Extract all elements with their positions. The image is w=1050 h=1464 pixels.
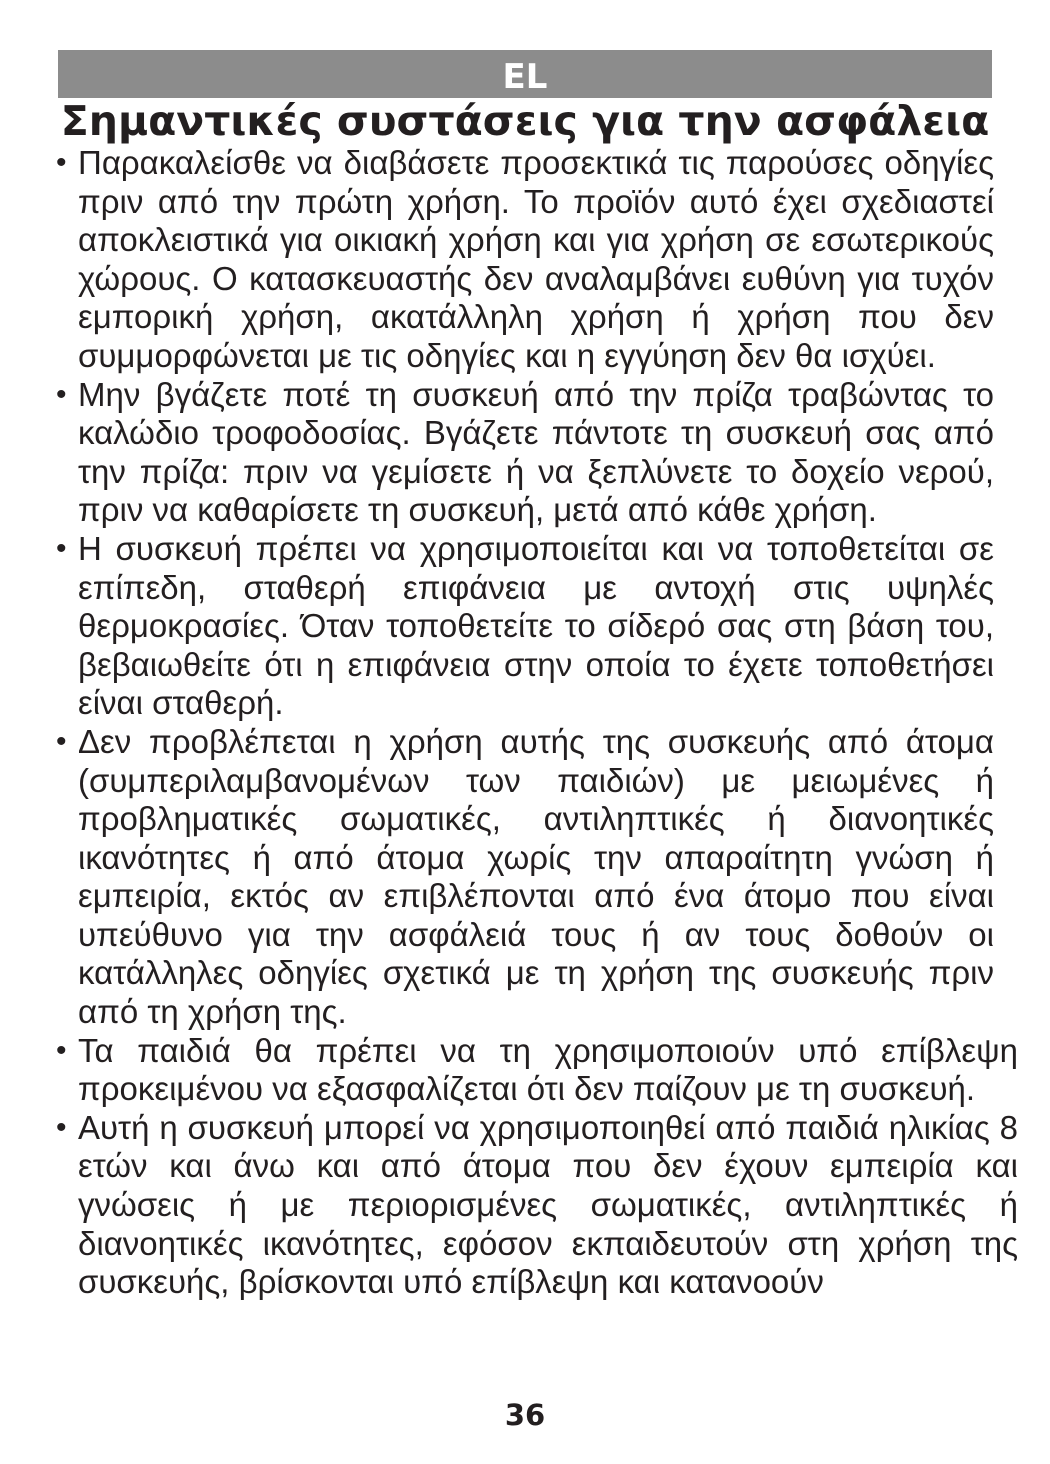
bullet-icon: • [56, 377, 67, 411]
list-item [0, 723, 994, 1032]
list-item [0, 144, 994, 376]
list-item-text: Αυτή η συσκευή μπορεί να χρησιμοποιηθεί από παιδιά ηλικίας 8 ετών και άνω και από άτομα που δεν έχουν εμπειρία και γνώσεις ή με περιορισμένες σωματικές, αντιληπτικές ή διανοητικές ικανότητες, εφόσον εκπαιδευτούν στη χρήση της συσκευής, βρίσκονται υπό επίβλεψη και κατανοούν [78, 1108, 1018, 1301]
bullet-icon: • [56, 1033, 67, 1067]
list-item-text: Η συσκευή πρέπει να χρησιμοποιείται και να τοποθετείται σε επίπεδη, σταθερή επιφάνεια με αντοχή στις υψηλές θερμοκρασίες. Όταν τοποθετείτε το σίδερό σας στη βάση του, βεβαιωθείτε ότι η επιφάνεια στην οποία το έχετε τοποθετήσει είναι σταθερή. [78, 529, 994, 722]
bullet-icon: • [56, 146, 67, 179]
list-item-text: Παρακαλείσθε να διαβάσετε προσεκτικά τις παρούσες οδηγίες πριν από την πρώτη χρήση. Το προϊόν αυτό έχει σχεδιαστεί αποκλειστικά για οικιακή χρήση και για χρήση σε εσωτερικούς χώρους. Ο κατασκευαστής δεν αναλαμβάνει ευθύνη για τυχόν εμπορική χρήση, ακατάλληλη χρήση ή χρήση που δεν συμμορφώνεται με τις οδηγίες και η εγγύηση δεν θα ισχύει. [78, 144, 994, 374]
list-item [0, 1109, 1018, 1302]
safety-list [0, 144, 1050, 1302]
list-item [0, 376, 994, 530]
language-bar: EL [58, 50, 992, 98]
page-number: 36 [504, 1398, 546, 1432]
list-item [0, 530, 994, 723]
bullet-icon: • [56, 1110, 67, 1144]
page-title: Σημαντικές συστάσεις για την ασφάλεια [60, 97, 990, 145]
list-item-text: Τα παιδιά θα πρέπει να τη χρησιμοποιούν υπό επίβλεψη προκειμένου να εξασφαλίζεται ότι δεν παίζουν με τη συσκευή. [78, 1031, 1018, 1108]
list-item [0, 1032, 1018, 1109]
list-item-text: Μην βγάζετε ποτέ τη συσκευή από την πρίζα τραβώντας το καλώδιο τροφοδοσίας. Βγάζετε πάντοτε τη συσκευή σας από την πρίζα: πριν να γεμίσετε ή να ξεπλύνετε το δοχείο νερού, πριν να καθαρίσετε τη συσκευή, μετά από κάθε χρήση. [78, 375, 994, 529]
list-item-text: Δεν προβλέπεται η χρήση αυτής της συσκευής από άτομα (συμπεριλαμβανομένων των παιδιών) με μειωμένες ή προβληματικές σωματικές, αντιληπτικές ή διανοητικές ικανότητες ή από άτομα χωρίς την απαραίτητη γνώση ή εμπειρία, εκτός αν επιβλέπονται από ένα άτομο που είναι υπεύθυνο για την ασφάλειά τους ή αν τους δοθούν οι κατάλληλες οδηγίες σχετικά με τη χρήση της συσκευής πριν από τη χρήση της. [78, 722, 994, 1031]
bullet-icon: • [56, 724, 67, 758]
bullet-icon: • [56, 531, 67, 565]
